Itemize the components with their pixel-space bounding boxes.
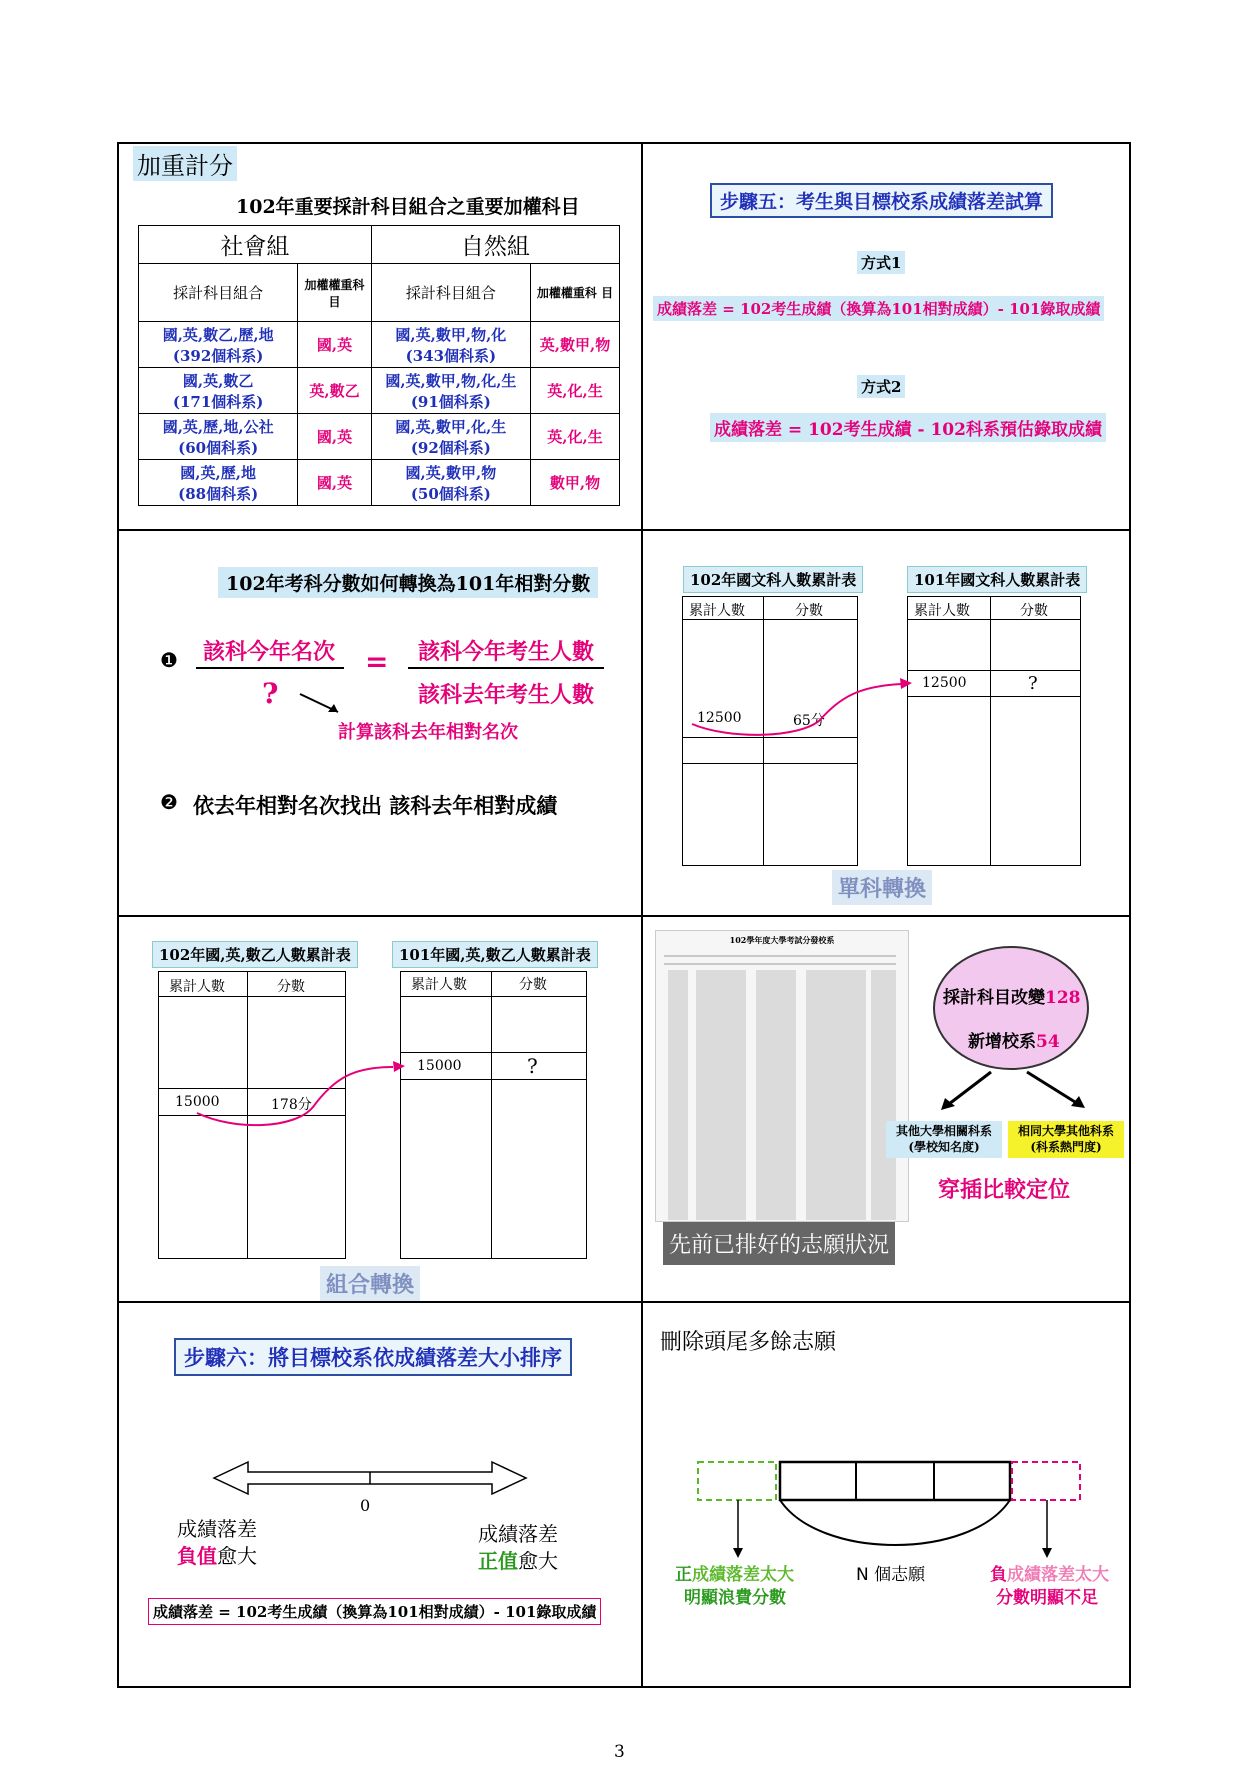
page-number: 3	[614, 1742, 625, 1762]
count: (60個科系)	[178, 438, 259, 457]
weight: 數甲,物	[531, 460, 620, 506]
bubble-line2-text: 新增校系	[968, 1032, 1036, 1052]
double-arrow-axis	[212, 1460, 528, 1500]
right-note-rest: 成績落差太大	[1007, 1565, 1109, 1585]
table-row	[139, 414, 620, 460]
combo: 國,英,數乙,歷,地	[162, 325, 274, 344]
col-header: 加權權重科 目	[298, 264, 371, 322]
right-note-sign: 負	[990, 1565, 1007, 1585]
middle-note: N 個志願	[856, 1565, 926, 1585]
fraction-bar-left	[196, 667, 344, 669]
combo: 國,英,數甲,化,生	[395, 417, 507, 436]
table-row	[139, 460, 620, 506]
left-note	[675, 1560, 794, 1585]
p6-caption: 先前已排好的志願狀況	[663, 1222, 895, 1265]
col-header: 累計人數	[411, 977, 467, 993]
cell-value: 12500	[697, 710, 742, 726]
p3-note: 計算該科去年相對名次	[338, 722, 518, 743]
p5-mapping-arrow	[195, 1055, 415, 1135]
combo: 國,英,數甲,物,化,生	[385, 371, 517, 390]
table-row	[139, 368, 620, 414]
document-lines	[656, 946, 908, 1222]
right-sign: 正值	[478, 1549, 518, 1573]
p2-title: 步驟五：考生與目標校系成績落差試算	[710, 183, 1053, 218]
table-row	[139, 322, 620, 368]
weight-table	[138, 225, 620, 506]
bubble-line1	[943, 983, 1081, 1008]
col-header: 加權權重科 目	[531, 264, 620, 322]
right-note	[990, 1560, 1109, 1585]
count: (392個科系)	[172, 346, 264, 365]
arrow-icon	[298, 690, 348, 720]
group-social: 社會組	[139, 226, 372, 264]
document-title: 102學年度大學考試分發校系	[729, 935, 835, 945]
formula1: 成績落差 = 102考生成績（換算為101相對成績）- 101錄取成績	[653, 296, 1104, 321]
weight: 英,數乙	[298, 368, 371, 414]
combo: 國,英,數甲,物,化	[395, 325, 507, 344]
right-note-line2: 分數明顯不足	[996, 1588, 1098, 1608]
combo: 國,英,數乙	[182, 371, 254, 390]
right-label-line2	[478, 1545, 558, 1574]
denominator-right: 該科去年考生人數	[418, 682, 595, 708]
p7-title: 步驟六：將目標校系依成績落差大小排序	[174, 1338, 572, 1376]
p1-subtitle: 102年重要採計科目組合之重要加權科目	[236, 196, 580, 218]
cell-score: 178分	[271, 1097, 312, 1113]
left-sign: 負值	[177, 1544, 217, 1568]
count: (50個科系)	[410, 484, 491, 503]
combo: 國,英,歷,地	[180, 463, 256, 482]
left-note-rest: 成績落差太大	[692, 1565, 794, 1585]
left-label-line2	[177, 1540, 257, 1569]
col-header: 分數	[519, 977, 547, 993]
p4-right-sheet	[907, 596, 1081, 866]
weight: 國,英	[298, 322, 371, 368]
weight: 英,化,生	[531, 368, 620, 414]
choices-diagram	[690, 1450, 1090, 1570]
split-arrows-icon	[935, 1068, 1095, 1118]
weight: 國,英	[298, 414, 371, 460]
col-header: 累計人數	[914, 603, 970, 619]
col-header: 採計科目組合	[139, 264, 298, 322]
left-label: 成績落差	[177, 1517, 257, 1541]
right-suffix: 愈大	[518, 1549, 558, 1573]
col-header: 採計科目組合	[371, 264, 530, 322]
fraction-bar-right	[408, 667, 604, 669]
count: (91個科系)	[410, 392, 491, 411]
grid-divider-3	[117, 1301, 1131, 1303]
count: (171個科系)	[172, 392, 264, 411]
left-note-line2: 明顯浪費分數	[684, 1588, 786, 1608]
p4-mapping-arrow	[690, 672, 920, 742]
equals-sign: =	[365, 645, 389, 678]
p6-conclusion: 穿插比較定位	[938, 1177, 1071, 1203]
col-header: 分數	[795, 603, 823, 619]
p5-caption: 組合轉換	[320, 1266, 420, 1301]
p3-title: 102年考科分數如何轉換為101年相對分數	[218, 567, 598, 598]
cell-value: 15000	[175, 1094, 220, 1110]
p4-caption: 單科轉換	[832, 870, 932, 905]
weight: 英,化,生	[531, 414, 620, 460]
p5-left-banner	[152, 941, 358, 968]
p5-right-banner	[392, 941, 598, 968]
denominator-left: ?	[262, 677, 279, 710]
p5-right-banner-text: 101年國,英,數乙人數累計表	[399, 946, 591, 964]
step2-marker: ❷	[160, 790, 178, 814]
bubble-line1-text: 採計科目改變	[943, 988, 1045, 1008]
admission-list-document	[655, 930, 909, 1222]
col-header: 累計人數	[169, 979, 225, 995]
cell-score: ?	[1028, 673, 1038, 694]
numerator-left: 該科今年名次	[203, 639, 336, 665]
cell-value: 15000	[417, 1058, 462, 1074]
bubble-num1: 128	[1045, 988, 1081, 1008]
cell-score: ?	[527, 1054, 538, 1078]
combo: 國,英,數甲,物	[405, 463, 497, 482]
p4-left-banner: 102年國文科人數累計表	[683, 566, 863, 593]
combo: 國,英,歷,地,公社	[162, 417, 274, 436]
p4-right-banner: 101年國文科人數累計表	[907, 566, 1087, 593]
col-header: 分數	[1020, 603, 1048, 619]
col-header: 分數	[277, 979, 305, 995]
p5-left-banner-text: 102年國,英,數乙人數累計表	[159, 946, 351, 964]
right-label: 成績落差	[478, 1522, 558, 1546]
method2-label: 方式2	[857, 375, 905, 398]
left-suffix: 愈大	[217, 1544, 257, 1568]
box-other-university: 其他大學相關科系(學校知名度)	[886, 1121, 1002, 1158]
weight: 國,英	[298, 460, 371, 506]
box-same-university: 相同大學其他科系(科系熱門度)	[1008, 1121, 1124, 1158]
numerator-right: 該科今年考生人數	[418, 639, 595, 665]
cell-score: 65分	[793, 713, 825, 729]
grid-divider-2	[117, 915, 1131, 917]
count: (88個科系)	[178, 484, 259, 503]
col-header: 累計人數	[689, 603, 745, 619]
p5-right-sheet	[400, 971, 587, 1259]
formula2: 成績落差 = 102考生成績 - 102科系預估錄取成績	[710, 413, 1106, 442]
group-natural: 自然組	[371, 226, 619, 264]
weight: 英,數甲,物	[531, 322, 620, 368]
bubble-num2: 54	[1036, 1032, 1060, 1052]
step1-marker: ❶	[160, 648, 178, 672]
cell-value: 12500	[922, 675, 967, 691]
step2-text: 依去年相對名次找出 該科去年相對成績	[193, 793, 558, 818]
p7-formula: 成績落差 = 102考生成績（換算為101相對成績）- 101錄取成績	[148, 1598, 601, 1625]
left-note-sign: 正	[675, 1565, 692, 1585]
count: (343個科系)	[405, 346, 497, 365]
p1-heading: 加重計分	[133, 146, 237, 181]
axis-zero: 0	[360, 1496, 371, 1515]
method1-label: 方式1	[857, 251, 905, 274]
grid-divider-1	[117, 529, 1131, 531]
bubble-line2	[968, 1027, 1060, 1052]
p8-title: 刪除頭尾多餘志願	[660, 1330, 837, 1355]
count: (92個科系)	[410, 438, 491, 457]
